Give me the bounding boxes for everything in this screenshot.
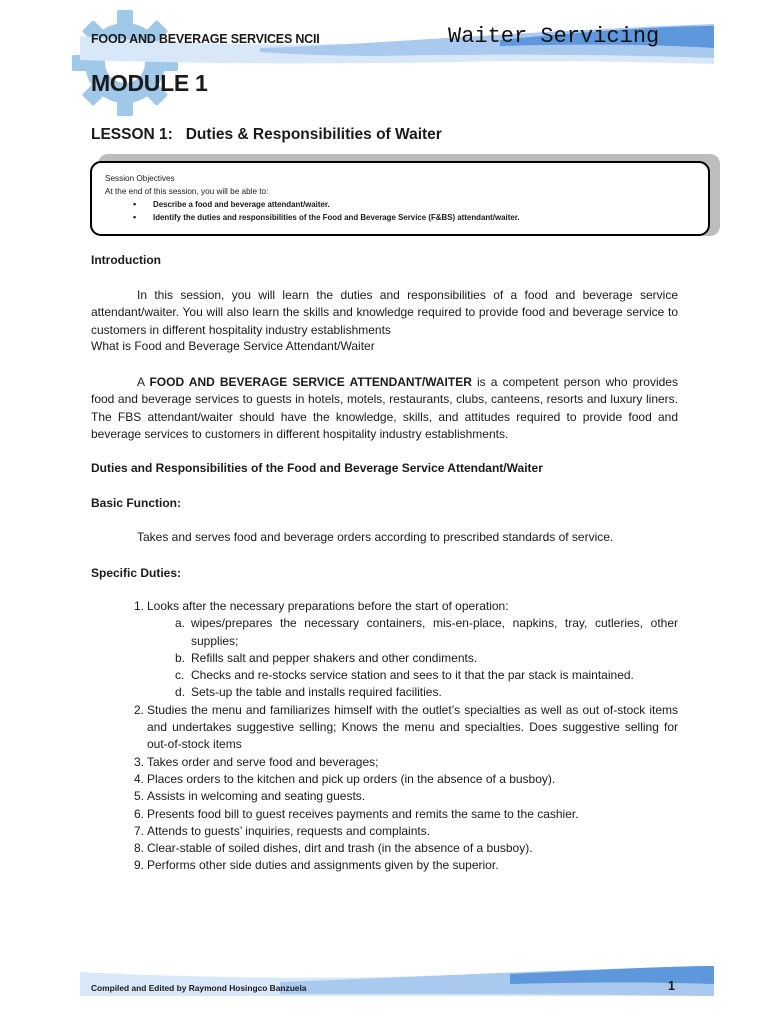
duties-heading: Duties and Responsibilities of the Food and Beverage Service Attendant/Waiter: [91, 461, 543, 475]
basic-function-heading: Basic Function:: [91, 496, 182, 510]
duty-sub-item: c. Checks and re-stocks service station and sees to it that the par stack is maintained.: [175, 668, 634, 683]
duty-item: 5. Assists in welcoming and seating guests.: [133, 789, 366, 804]
duty-sub-item: d. Sets-up the table and installs required facilities.: [175, 685, 442, 700]
duty-sub-item: b. Refills salt and pepper shakers and other condiments.: [175, 650, 478, 665]
definition-term: FOOD AND BEVERAGE SERVICE ATTENDANT/WAITER: [149, 375, 472, 389]
page-number: 1: [668, 979, 675, 993]
definition-paragraph: A FOOD AND BEVERAGE SERVICE ATTENDANT/WAITER is a competent person who provides food and beverage services to guests in hotels, motels, restaurants, clubs, canteens, resorts and luxury liners. The FBS attendant/waiter should have the knowledge, skills, and attitudes required to provide food and beverage services to customers in different hospitality industry establishments.: [91, 375, 678, 441]
duty-item: 7. Attends to guests’ inquiries, requests and complaints.: [133, 823, 431, 838]
objective-item: • Describe a food and beverage attendant/waiter.: [133, 198, 708, 211]
specific-duties-heading: Specific Duties:: [91, 566, 182, 580]
definition-question: What is Food and Beverage Service Attendant/Waiter: [91, 339, 375, 353]
footer-credit: Compiled and Edited by Raymond Hosingco Banzuela: [91, 983, 307, 993]
duty-item: 9. Performs other side duties and assignments given by the superior.: [133, 858, 499, 873]
duty-item: 3. Takes order and serve food and beverages;: [133, 754, 379, 769]
lesson-title: LESSON 1: Duties & Responsibilities of Waiter: [91, 126, 442, 143]
program-title: FOOD AND BEVERAGE SERVICES NCII: [91, 32, 320, 46]
basic-function-text: Takes and serves food and beverage orders according to prescribed standards of service.: [137, 530, 614, 544]
duty-item: 6. Presents food bill to guest receives payments and remits the same to the cashier.: [133, 806, 579, 821]
module-title: MODULE 1: [91, 70, 208, 96]
objectives-heading: Session Objectives: [105, 174, 175, 183]
duty-sub-list: [147, 615, 678, 701]
introduction-paragraph: In this session, you will learn the duties and responsibilities of a food and beverage service attendant/waiter. You will also learn the skills and knowledge required to provide food and beverage service to customers in different hospitality industry establishments: [91, 288, 678, 337]
duty-item: 1. Looks after the necessary preparations before the start of operation: a. wipes/prepares the necessary containers, mis-en-place, napkins, tray, cutleries, other supplies; b. Refills salt and pepper shakers and other condiments. c. Checks and re-stocks service station and sees to it that the par stack is maintained. d. Sets-up the table and installs required facilities.: [128, 598, 678, 702]
objective-item: • Identify the duties and responsibilities of the Food and Beverage Service (F&BS) attendant/waiter.: [133, 211, 708, 224]
duty-item: 4. Places orders to the kitchen and pick up orders (in the absence of a busboy).: [133, 771, 556, 786]
specific-duties-list: [128, 598, 678, 875]
duty-item: 8. Clear-stable of soiled dishes, dirt and trash (in the absence of a busboy).: [133, 841, 533, 856]
duty-item: 2. Studies the menu and familiarizes himself with the outlet’s specialties as well as out of-stock items and undertakes suggestive selling; Knows the menu and specialties. Does suggestive selling for out-of-stock items: [133, 702, 678, 752]
duty-sub-item: a. wipes/prepares the necessary containers, mis-en-place, napkins, tray, cutleries, other supplies;: [175, 616, 678, 648]
introduction-heading: Introduction: [91, 253, 161, 267]
session-objectives-box: [90, 161, 710, 236]
header-course-title: Waiter Servicing: [448, 24, 660, 49]
objectives-list: [105, 198, 708, 224]
objectives-intro: At the end of this session, you will be able to:: [105, 187, 269, 196]
